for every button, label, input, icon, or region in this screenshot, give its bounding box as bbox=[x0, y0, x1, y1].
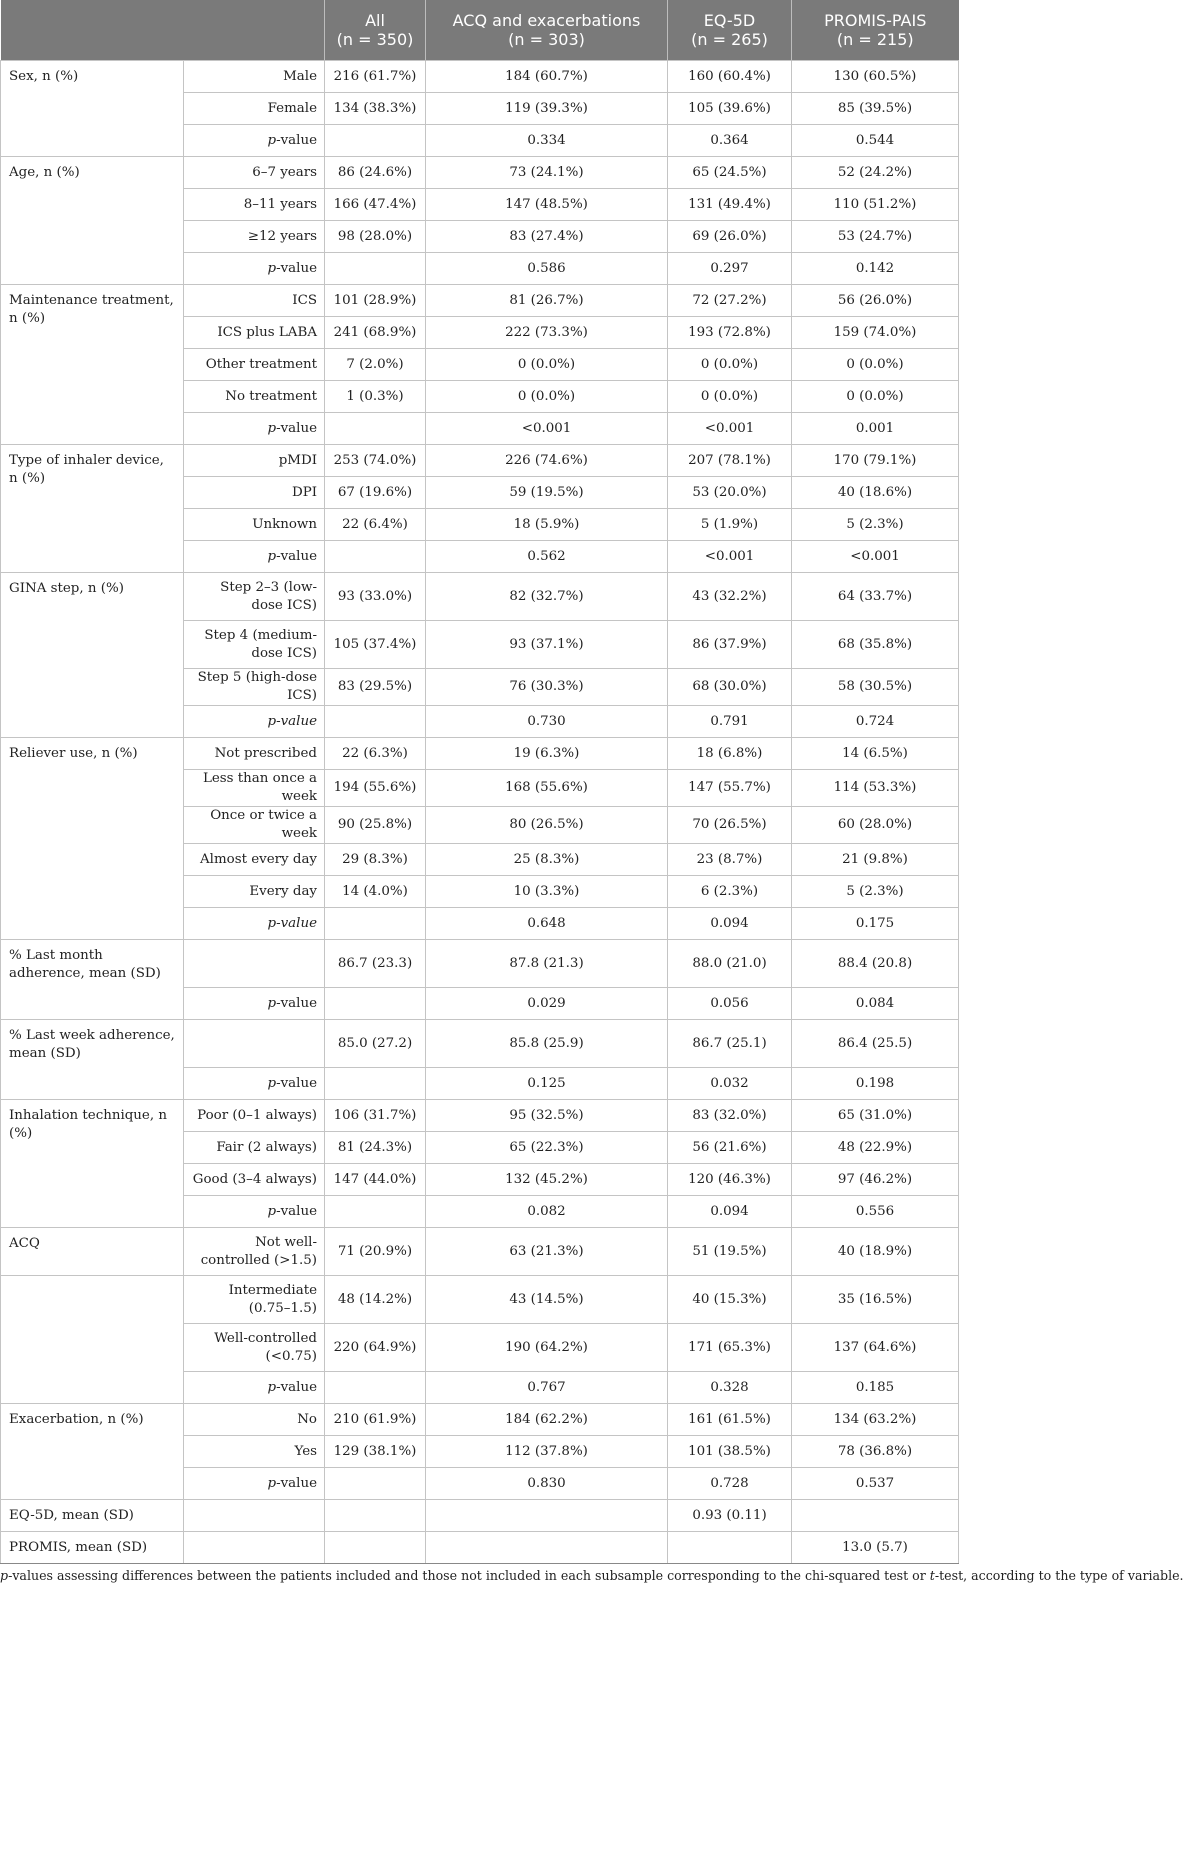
cell-acq: 0.082 bbox=[426, 1196, 668, 1228]
category-label: p-value bbox=[184, 908, 325, 940]
cell-eq: 70 (26.5%) bbox=[668, 807, 792, 844]
cell-all: 241 (68.9%) bbox=[325, 317, 426, 349]
cell-all: 220 (64.9%) bbox=[325, 1324, 426, 1372]
cell-all: 67 (19.6%) bbox=[325, 477, 426, 509]
cell-eq: 101 (38.5%) bbox=[668, 1436, 792, 1468]
cell-promis: 68 (35.8%) bbox=[792, 621, 959, 669]
cell-eq: 88.0 (21.0) bbox=[668, 940, 792, 988]
variable-label: Maintenance treatment, n (%) bbox=[1, 285, 184, 445]
cell-eq: 0.032 bbox=[668, 1068, 792, 1100]
cell-all: 7 (2.0%) bbox=[325, 349, 426, 381]
cell-eq: 5 (1.9%) bbox=[668, 509, 792, 541]
cell-acq: 63 (21.3%) bbox=[426, 1228, 668, 1276]
cell-eq: 0 (0.0%) bbox=[668, 381, 792, 413]
category-label: p-value bbox=[184, 125, 325, 157]
cell-all: 253 (74.0%) bbox=[325, 445, 426, 477]
cell-eq: 0.094 bbox=[668, 1196, 792, 1228]
category-label: Intermediate (0.75–1.5) bbox=[184, 1276, 325, 1324]
cell-promis: 65 (31.0%) bbox=[792, 1100, 959, 1132]
cell-acq: 168 (55.6%) bbox=[426, 770, 668, 807]
cell-all: 85.0 (27.2) bbox=[325, 1020, 426, 1068]
cell-acq: 0.648 bbox=[426, 908, 668, 940]
cell-all bbox=[325, 541, 426, 573]
cell-eq: 0.328 bbox=[668, 1372, 792, 1404]
category-label: p-value bbox=[184, 253, 325, 285]
cell-all bbox=[325, 1196, 426, 1228]
cell-eq: 0.364 bbox=[668, 125, 792, 157]
table-row bbox=[1, 1532, 959, 1564]
category-label: p-value bbox=[184, 1372, 325, 1404]
cell-acq: 0.125 bbox=[426, 1068, 668, 1100]
category-label bbox=[184, 1532, 325, 1564]
cell-all: 166 (47.4%) bbox=[325, 189, 426, 221]
cell-promis: 52 (24.2%) bbox=[792, 157, 959, 189]
cell-acq: 83 (27.4%) bbox=[426, 221, 668, 253]
category-label: Step 4 (medium-dose ICS) bbox=[184, 621, 325, 669]
cell-acq: 25 (8.3%) bbox=[426, 844, 668, 876]
cell-eq: 65 (24.5%) bbox=[668, 157, 792, 189]
variable-label: Reliever use, n (%) bbox=[1, 738, 184, 940]
table-row bbox=[1, 285, 959, 317]
category-label: ICS bbox=[184, 285, 325, 317]
cell-all: 134 (38.3%) bbox=[325, 93, 426, 125]
variable-label: Exacerbation, n (%) bbox=[1, 1404, 184, 1500]
category-label bbox=[184, 1500, 325, 1532]
cell-all bbox=[325, 253, 426, 285]
table-row bbox=[1, 940, 959, 988]
cell-acq: 81 (26.7%) bbox=[426, 285, 668, 317]
category-label: pMDI bbox=[184, 445, 325, 477]
cell-promis: 14 (6.5%) bbox=[792, 738, 959, 770]
cell-eq: 18 (6.8%) bbox=[668, 738, 792, 770]
header-promis: PROMIS-PAIS (n = 215) bbox=[792, 0, 959, 61]
cell-all: 105 (37.4%) bbox=[325, 621, 426, 669]
cell-acq: 0.029 bbox=[426, 988, 668, 1020]
cell-all: 106 (31.7%) bbox=[325, 1100, 426, 1132]
cell-promis: 137 (64.6%) bbox=[792, 1324, 959, 1372]
cell-promis: 85 (39.5%) bbox=[792, 93, 959, 125]
table-row bbox=[1, 1276, 959, 1324]
table-row bbox=[1, 1404, 959, 1436]
cell-all: 93 (33.0%) bbox=[325, 573, 426, 621]
category-label: p-value bbox=[184, 706, 325, 738]
variable-label: Age, n (%) bbox=[1, 157, 184, 285]
cell-acq: 0.730 bbox=[426, 706, 668, 738]
cell-eq: 171 (65.3%) bbox=[668, 1324, 792, 1372]
cell-all: 101 (28.9%) bbox=[325, 285, 426, 317]
category-label: Good (3–4 always) bbox=[184, 1164, 325, 1196]
cell-eq: 86 (37.9%) bbox=[668, 621, 792, 669]
category-label: Not well-controlled (>1.5) bbox=[184, 1228, 325, 1276]
cell-all bbox=[325, 413, 426, 445]
cell-all bbox=[325, 125, 426, 157]
table-row bbox=[1, 61, 959, 93]
table-row bbox=[1, 1500, 959, 1532]
cell-eq: 0.056 bbox=[668, 988, 792, 1020]
cell-promis: 97 (46.2%) bbox=[792, 1164, 959, 1196]
cell-all bbox=[325, 1500, 426, 1532]
cell-acq: 43 (14.5%) bbox=[426, 1276, 668, 1324]
cell-all: 210 (61.9%) bbox=[325, 1404, 426, 1436]
cell-eq: 0.297 bbox=[668, 253, 792, 285]
category-label: No treatment bbox=[184, 381, 325, 413]
cell-acq: 190 (64.2%) bbox=[426, 1324, 668, 1372]
category-label: Step 5 (high-dose ICS) bbox=[184, 669, 325, 706]
cell-acq bbox=[426, 1532, 668, 1564]
cell-eq: 105 (39.6%) bbox=[668, 93, 792, 125]
category-label: Once or twice a week bbox=[184, 807, 325, 844]
header-all: All (n = 350) bbox=[325, 0, 426, 61]
cell-acq: 0.767 bbox=[426, 1372, 668, 1404]
cell-acq: 112 (37.8%) bbox=[426, 1436, 668, 1468]
cell-acq: 65 (22.3%) bbox=[426, 1132, 668, 1164]
cell-acq: 0.830 bbox=[426, 1468, 668, 1500]
cell-promis: 40 (18.9%) bbox=[792, 1228, 959, 1276]
cell-eq: 147 (55.7%) bbox=[668, 770, 792, 807]
cell-promis bbox=[792, 1500, 959, 1532]
cell-promis: 114 (53.3%) bbox=[792, 770, 959, 807]
cell-promis: 64 (33.7%) bbox=[792, 573, 959, 621]
cell-eq: 0 (0.0%) bbox=[668, 349, 792, 381]
cell-promis: 0.084 bbox=[792, 988, 959, 1020]
variable-label: Sex, n (%) bbox=[1, 61, 184, 157]
table-row bbox=[1, 738, 959, 770]
category-label: p-value bbox=[184, 988, 325, 1020]
cell-eq: 0.93 (0.11) bbox=[668, 1500, 792, 1532]
cell-acq: 0.562 bbox=[426, 541, 668, 573]
cell-promis: 110 (51.2%) bbox=[792, 189, 959, 221]
cell-promis: 0.537 bbox=[792, 1468, 959, 1500]
cell-acq: 184 (62.2%) bbox=[426, 1404, 668, 1436]
cell-promis: 0.544 bbox=[792, 125, 959, 157]
category-label: Almost every day bbox=[184, 844, 325, 876]
cell-all bbox=[325, 1532, 426, 1564]
category-label: Not prescribed bbox=[184, 738, 325, 770]
cell-promis: 0.556 bbox=[792, 1196, 959, 1228]
cell-eq: 120 (46.3%) bbox=[668, 1164, 792, 1196]
variable-label: ACQ bbox=[1, 1228, 184, 1276]
cell-promis: 60 (28.0%) bbox=[792, 807, 959, 844]
cell-promis: 5 (2.3%) bbox=[792, 509, 959, 541]
header-row bbox=[1, 0, 959, 61]
category-label: Unknown bbox=[184, 509, 325, 541]
cell-promis: 88.4 (20.8) bbox=[792, 940, 959, 988]
cell-acq: 10 (3.3%) bbox=[426, 876, 668, 908]
cell-all: 98 (28.0%) bbox=[325, 221, 426, 253]
cell-eq bbox=[668, 1532, 792, 1564]
cell-promis: 0.185 bbox=[792, 1372, 959, 1404]
category-label: p-value bbox=[184, 1196, 325, 1228]
category-label: Less than once a week bbox=[184, 770, 325, 807]
cell-promis: 48 (22.9%) bbox=[792, 1132, 959, 1164]
cell-promis: 0.142 bbox=[792, 253, 959, 285]
cell-acq: 95 (32.5%) bbox=[426, 1100, 668, 1132]
cell-acq: 119 (39.3%) bbox=[426, 93, 668, 125]
cell-all bbox=[325, 988, 426, 1020]
variable-label: GINA step, n (%) bbox=[1, 573, 184, 738]
variable-label: PROMIS, mean (SD) bbox=[1, 1532, 184, 1564]
table-body bbox=[1, 61, 959, 1564]
category-label bbox=[184, 1020, 325, 1068]
table-footnote: p-values assessing differences between the patients included and those not included in each subsample corresponding to the chi-squared test or t-test, according to the type of variable. bbox=[0, 1568, 1184, 1583]
category-label: DPI bbox=[184, 477, 325, 509]
cell-eq: 0.094 bbox=[668, 908, 792, 940]
cell-eq: <0.001 bbox=[668, 541, 792, 573]
table-row bbox=[1, 157, 959, 189]
cell-all: 86 (24.6%) bbox=[325, 157, 426, 189]
cell-promis: 86.4 (25.5) bbox=[792, 1020, 959, 1068]
cell-acq: 59 (19.5%) bbox=[426, 477, 668, 509]
category-label: 6–7 years bbox=[184, 157, 325, 189]
cell-eq: 23 (8.7%) bbox=[668, 844, 792, 876]
variable-label bbox=[1, 1276, 184, 1404]
cell-promis: 0.198 bbox=[792, 1068, 959, 1100]
cell-all bbox=[325, 1372, 426, 1404]
cell-all: 48 (14.2%) bbox=[325, 1276, 426, 1324]
cell-acq: 226 (74.6%) bbox=[426, 445, 668, 477]
cell-eq: 72 (27.2%) bbox=[668, 285, 792, 317]
cell-eq: 207 (78.1%) bbox=[668, 445, 792, 477]
cell-eq: 86.7 (25.1) bbox=[668, 1020, 792, 1068]
cell-all: 83 (29.5%) bbox=[325, 669, 426, 706]
cell-acq: 184 (60.7%) bbox=[426, 61, 668, 93]
header-acq: ACQ and exacerbations (n = 303) bbox=[426, 0, 668, 61]
cell-all: 129 (38.1%) bbox=[325, 1436, 426, 1468]
cell-eq: 53 (20.0%) bbox=[668, 477, 792, 509]
cell-eq: 40 (15.3%) bbox=[668, 1276, 792, 1324]
cell-promis: 0.175 bbox=[792, 908, 959, 940]
cell-all: 1 (0.3%) bbox=[325, 381, 426, 413]
cell-promis: 53 (24.7%) bbox=[792, 221, 959, 253]
cell-promis: 56 (26.0%) bbox=[792, 285, 959, 317]
cell-eq: 193 (72.8%) bbox=[668, 317, 792, 349]
cell-eq: 161 (61.5%) bbox=[668, 1404, 792, 1436]
cell-all bbox=[325, 1068, 426, 1100]
cell-acq: 93 (37.1%) bbox=[426, 621, 668, 669]
cell-eq: <0.001 bbox=[668, 413, 792, 445]
category-label: Yes bbox=[184, 1436, 325, 1468]
category-label: Step 2–3 (low-dose ICS) bbox=[184, 573, 325, 621]
cell-promis: 78 (36.8%) bbox=[792, 1436, 959, 1468]
category-label bbox=[184, 940, 325, 988]
cell-acq: 0 (0.0%) bbox=[426, 349, 668, 381]
cell-eq: 0.791 bbox=[668, 706, 792, 738]
cell-acq: 18 (5.9%) bbox=[426, 509, 668, 541]
cell-promis: 0.001 bbox=[792, 413, 959, 445]
cell-acq: 0 (0.0%) bbox=[426, 381, 668, 413]
cell-all: 29 (8.3%) bbox=[325, 844, 426, 876]
cell-promis: 13.0 (5.7) bbox=[792, 1532, 959, 1564]
cell-eq: 68 (30.0%) bbox=[668, 669, 792, 706]
cell-promis: <0.001 bbox=[792, 541, 959, 573]
cell-eq: 56 (21.6%) bbox=[668, 1132, 792, 1164]
cell-acq: 82 (32.7%) bbox=[426, 573, 668, 621]
category-label: Poor (0–1 always) bbox=[184, 1100, 325, 1132]
cell-all: 22 (6.4%) bbox=[325, 509, 426, 541]
category-label: p-value bbox=[184, 1468, 325, 1500]
variable-label: EQ-5D, mean (SD) bbox=[1, 1500, 184, 1532]
cell-acq: 147 (48.5%) bbox=[426, 189, 668, 221]
cell-eq: 83 (32.0%) bbox=[668, 1100, 792, 1132]
cell-all bbox=[325, 1468, 426, 1500]
cell-promis: 134 (63.2%) bbox=[792, 1404, 959, 1436]
category-label: Female bbox=[184, 93, 325, 125]
cell-acq: 76 (30.3%) bbox=[426, 669, 668, 706]
cell-acq: <0.001 bbox=[426, 413, 668, 445]
table-row bbox=[1, 1100, 959, 1132]
cell-eq: 43 (32.2%) bbox=[668, 573, 792, 621]
cell-promis: 130 (60.5%) bbox=[792, 61, 959, 93]
category-label: Well-controlled (<0.75) bbox=[184, 1324, 325, 1372]
variable-label: % Last week adherence, mean (SD) bbox=[1, 1020, 184, 1100]
table-row bbox=[1, 445, 959, 477]
category-label: No bbox=[184, 1404, 325, 1436]
cell-acq: 0.334 bbox=[426, 125, 668, 157]
category-label: Fair (2 always) bbox=[184, 1132, 325, 1164]
cell-promis: 5 (2.3%) bbox=[792, 876, 959, 908]
cell-promis: 0.724 bbox=[792, 706, 959, 738]
cell-all: 14 (4.0%) bbox=[325, 876, 426, 908]
cell-eq: 69 (26.0%) bbox=[668, 221, 792, 253]
cell-all bbox=[325, 908, 426, 940]
cell-all: 86.7 (23.3) bbox=[325, 940, 426, 988]
cell-promis: 0 (0.0%) bbox=[792, 349, 959, 381]
variable-label: % Last month adherence, mean (SD) bbox=[1, 940, 184, 1020]
cell-eq: 0.728 bbox=[668, 1468, 792, 1500]
cell-promis: 159 (74.0%) bbox=[792, 317, 959, 349]
category-label: p-value bbox=[184, 1068, 325, 1100]
cell-promis: 170 (79.1%) bbox=[792, 445, 959, 477]
cell-acq: 87.8 (21.3) bbox=[426, 940, 668, 988]
cell-all: 147 (44.0%) bbox=[325, 1164, 426, 1196]
cell-acq: 132 (45.2%) bbox=[426, 1164, 668, 1196]
table-row bbox=[1, 573, 959, 621]
cell-eq: 160 (60.4%) bbox=[668, 61, 792, 93]
category-label: Every day bbox=[184, 876, 325, 908]
cell-promis: 58 (30.5%) bbox=[792, 669, 959, 706]
cell-all: 81 (24.3%) bbox=[325, 1132, 426, 1164]
category-label: Other treatment bbox=[184, 349, 325, 381]
cell-promis: 40 (18.6%) bbox=[792, 477, 959, 509]
header-eq5d: EQ-5D (n = 265) bbox=[668, 0, 792, 61]
cell-promis: 21 (9.8%) bbox=[792, 844, 959, 876]
category-label: p-value bbox=[184, 413, 325, 445]
cell-all bbox=[325, 706, 426, 738]
category-label: p-value bbox=[184, 541, 325, 573]
category-label: ≥12 years bbox=[184, 221, 325, 253]
cell-acq: 0.586 bbox=[426, 253, 668, 285]
cell-all: 216 (61.7%) bbox=[325, 61, 426, 93]
table-row bbox=[1, 1020, 959, 1068]
category-label: Male bbox=[184, 61, 325, 93]
cell-eq: 131 (49.4%) bbox=[668, 189, 792, 221]
cell-promis: 35 (16.5%) bbox=[792, 1276, 959, 1324]
cell-all: 71 (20.9%) bbox=[325, 1228, 426, 1276]
cell-acq: 73 (24.1%) bbox=[426, 157, 668, 189]
cell-acq: 222 (73.3%) bbox=[426, 317, 668, 349]
cell-acq: 19 (6.3%) bbox=[426, 738, 668, 770]
cell-all: 194 (55.6%) bbox=[325, 770, 426, 807]
cell-eq: 51 (19.5%) bbox=[668, 1228, 792, 1276]
cell-acq: 85.8 (25.9) bbox=[426, 1020, 668, 1068]
cell-promis: 0 (0.0%) bbox=[792, 381, 959, 413]
category-label: ICS plus LABA bbox=[184, 317, 325, 349]
table-row bbox=[1, 1228, 959, 1276]
cell-all: 90 (25.8%) bbox=[325, 807, 426, 844]
cell-acq: 80 (26.5%) bbox=[426, 807, 668, 844]
cell-eq: 6 (2.3%) bbox=[668, 876, 792, 908]
cell-all: 22 (6.3%) bbox=[325, 738, 426, 770]
variable-label: Inhalation technique, n (%) bbox=[1, 1100, 184, 1228]
category-label: 8–11 years bbox=[184, 189, 325, 221]
variable-label: Type of inhaler device, n (%) bbox=[1, 445, 184, 573]
cell-acq bbox=[426, 1500, 668, 1532]
header-blank bbox=[1, 0, 325, 61]
